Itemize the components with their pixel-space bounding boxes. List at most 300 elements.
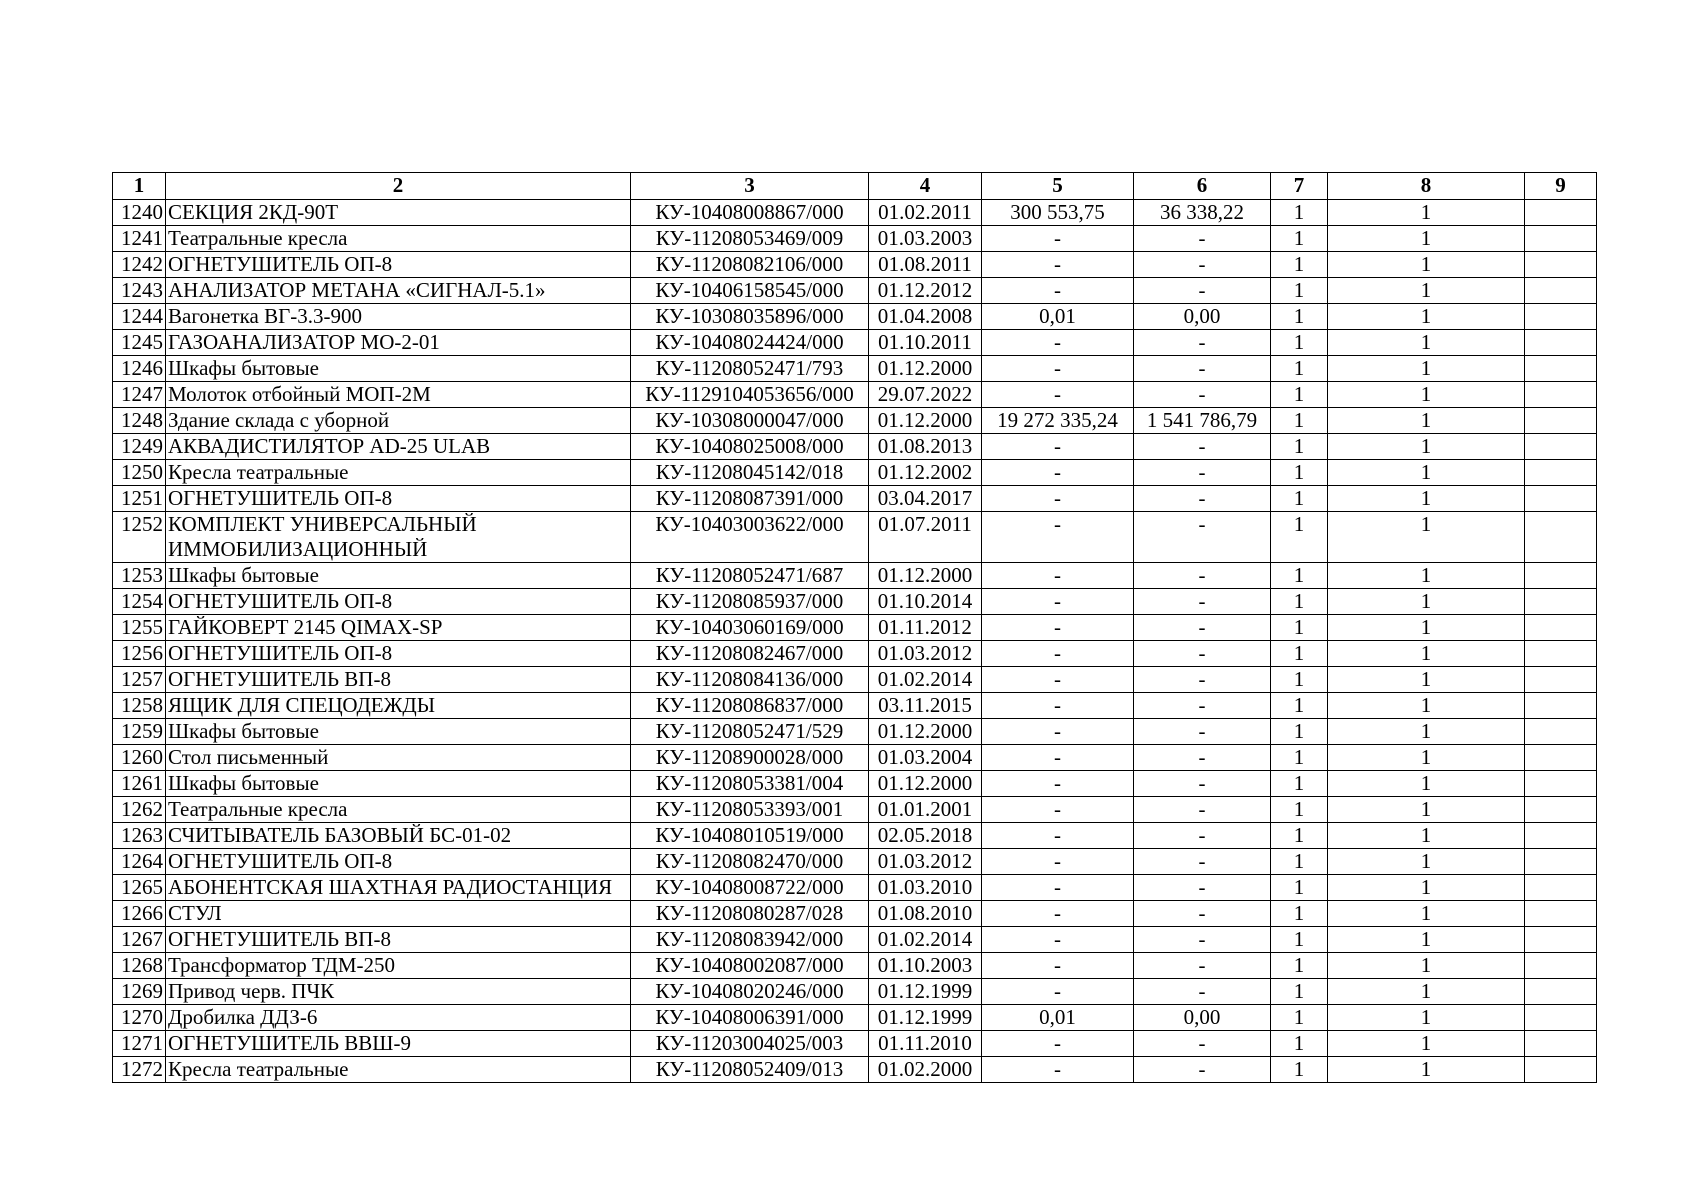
item-name-cell: Здание склада с уборной: [166, 408, 631, 434]
value-col8-cell: 1: [1328, 200, 1525, 226]
item-name-cell: ОГНЕТУШИТЕЛЬ ОП-8: [166, 589, 631, 615]
value-col7-cell: 1: [1271, 408, 1328, 434]
value-col5-cell: -: [982, 356, 1134, 382]
date-cell: 01.12.1999: [869, 979, 982, 1005]
value-col8-cell: 1: [1328, 486, 1525, 512]
value-col6-cell: -: [1134, 434, 1271, 460]
value-col7-cell: 1: [1271, 486, 1328, 512]
inventory-number-cell: КУ-10408025008/000: [631, 434, 869, 460]
value-col6-cell: 0,00: [1134, 304, 1271, 330]
value-col8-cell: 1: [1328, 693, 1525, 719]
value-col8-cell: 1: [1328, 823, 1525, 849]
value-col6-cell: -: [1134, 927, 1271, 953]
row-number-cell: 1246: [113, 356, 166, 382]
value-col6-cell: -: [1134, 226, 1271, 252]
date-cell: 01.03.2012: [869, 849, 982, 875]
item-name-cell: Кресла театральные: [166, 460, 631, 486]
row-number-cell: 1241: [113, 226, 166, 252]
date-cell: 01.03.2012: [869, 641, 982, 667]
date-cell: 01.12.2012: [869, 278, 982, 304]
row-number-cell: 1267: [113, 927, 166, 953]
value-col9-cell: [1525, 563, 1597, 589]
value-col8-cell: 1: [1328, 356, 1525, 382]
row-number-cell: 1250: [113, 460, 166, 486]
inventory-number-cell: КУ-10308035896/000: [631, 304, 869, 330]
table-header: [113, 173, 1597, 200]
column-header-8: 8: [1328, 173, 1525, 200]
value-col9-cell: [1525, 1057, 1597, 1083]
value-col8-cell: 1: [1328, 797, 1525, 823]
value-col9-cell: [1525, 719, 1597, 745]
table-row: [113, 745, 1597, 771]
column-header-1: 1: [113, 173, 166, 200]
row-number-cell: 1251: [113, 486, 166, 512]
value-col5-cell: -: [982, 252, 1134, 278]
inventory-number-cell: КУ-10408008867/000: [631, 200, 869, 226]
value-col7-cell: 1: [1271, 797, 1328, 823]
value-col7-cell: 1: [1271, 667, 1328, 693]
item-name-cell: ОГНЕТУШИТЕЛЬ ОП-8: [166, 486, 631, 512]
value-col8-cell: 1: [1328, 641, 1525, 667]
value-col6-cell: -: [1134, 641, 1271, 667]
value-col6-cell: -: [1134, 563, 1271, 589]
value-col5-cell: -: [982, 512, 1134, 563]
table-row: [113, 330, 1597, 356]
inventory-number-cell: КУ-11208052471/687: [631, 563, 869, 589]
value-col5-cell: -: [982, 901, 1134, 927]
row-number-cell: 1247: [113, 382, 166, 408]
table-row: [113, 512, 1597, 563]
value-col9-cell: [1525, 849, 1597, 875]
value-col9-cell: [1525, 434, 1597, 460]
value-col9-cell: [1525, 512, 1597, 563]
value-col9-cell: [1525, 278, 1597, 304]
table-row: [113, 797, 1597, 823]
value-col6-cell: -: [1134, 719, 1271, 745]
inventory-number-cell: КУ-11208900028/000: [631, 745, 869, 771]
value-col8-cell: 1: [1328, 901, 1525, 927]
value-col7-cell: 1: [1271, 356, 1328, 382]
value-col9-cell: [1525, 356, 1597, 382]
table-row: [113, 667, 1597, 693]
value-col5-cell: -: [982, 615, 1134, 641]
value-col8-cell: 1: [1328, 460, 1525, 486]
value-col7-cell: 1: [1271, 771, 1328, 797]
value-col7-cell: 1: [1271, 875, 1328, 901]
value-col5-cell: -: [982, 797, 1134, 823]
row-number-cell: 1257: [113, 667, 166, 693]
date-cell: 01.11.2010: [869, 1031, 982, 1057]
date-cell: 29.07.2022: [869, 382, 982, 408]
inventory-number-cell: КУ-11208085937/000: [631, 589, 869, 615]
table-row: [113, 589, 1597, 615]
inventory-number-cell: КУ-11208087391/000: [631, 486, 869, 512]
value-col8-cell: 1: [1328, 615, 1525, 641]
item-name-cell: АБОНЕНТСКАЯ ШАХТНАЯ РАДИОСТАНЦИЯ: [166, 875, 631, 901]
item-name-cell: АКВАДИСТИЛЯТОР AD-25 ULAB: [166, 434, 631, 460]
value-col6-cell: -: [1134, 849, 1271, 875]
table-row: [113, 434, 1597, 460]
value-col6-cell: -: [1134, 797, 1271, 823]
row-number-cell: 1252: [113, 512, 166, 563]
value-col8-cell: 1: [1328, 1031, 1525, 1057]
value-col8-cell: 1: [1328, 382, 1525, 408]
column-header-6: 6: [1134, 173, 1271, 200]
row-number-cell: 1240: [113, 200, 166, 226]
value-col6-cell: -: [1134, 615, 1271, 641]
value-col7-cell: 1: [1271, 901, 1328, 927]
value-col9-cell: [1525, 771, 1597, 797]
value-col6-cell: -: [1134, 901, 1271, 927]
item-name-cell: ЯЩИК ДЛЯ СПЕЦОДЕЖДЫ: [166, 693, 631, 719]
value-col5-cell: 300 553,75: [982, 200, 1134, 226]
table-row: [113, 408, 1597, 434]
value-col6-cell: -: [1134, 1057, 1271, 1083]
row-number-cell: 1248: [113, 408, 166, 434]
value-col6-cell: 36 338,22: [1134, 200, 1271, 226]
table-row: [113, 1031, 1597, 1057]
item-name-cell: ОГНЕТУШИТЕЛЬ ВВШ-9: [166, 1031, 631, 1057]
value-col7-cell: 1: [1271, 927, 1328, 953]
value-col6-cell: -: [1134, 875, 1271, 901]
table-row: [113, 641, 1597, 667]
value-col6-cell: -: [1134, 589, 1271, 615]
table-row: [113, 200, 1597, 226]
inventory-number-cell: КУ-10408008722/000: [631, 875, 869, 901]
value-col6-cell: -: [1134, 693, 1271, 719]
inventory-number-cell: КУ-10408006391/000: [631, 1005, 869, 1031]
item-name-cell: Привод черв. ПЧК: [166, 979, 631, 1005]
inventory-number-cell: КУ-1129104053656/000: [631, 382, 869, 408]
value-col8-cell: 1: [1328, 719, 1525, 745]
column-header-3: 3: [631, 173, 869, 200]
date-cell: 01.10.2014: [869, 589, 982, 615]
value-col8-cell: 1: [1328, 304, 1525, 330]
value-col6-cell: -: [1134, 278, 1271, 304]
row-number-cell: 1256: [113, 641, 166, 667]
row-number-cell: 1258: [113, 693, 166, 719]
row-number-cell: 1259: [113, 719, 166, 745]
inventory-number-cell: КУ-11208053393/001: [631, 797, 869, 823]
value-col9-cell: [1525, 823, 1597, 849]
inventory-number-cell: КУ-10408010519/000: [631, 823, 869, 849]
value-col5-cell: -: [982, 875, 1134, 901]
row-number-cell: 1265: [113, 875, 166, 901]
value-col5-cell: -: [982, 667, 1134, 693]
value-col5-cell: 0,01: [982, 304, 1134, 330]
item-name-cell: Вагонетка ВГ-3.3-900: [166, 304, 631, 330]
value-col5-cell: -: [982, 823, 1134, 849]
date-cell: 03.04.2017: [869, 486, 982, 512]
value-col5-cell: -: [982, 693, 1134, 719]
value-col8-cell: 1: [1328, 745, 1525, 771]
table-row: [113, 719, 1597, 745]
value-col9-cell: [1525, 1005, 1597, 1031]
value-col8-cell: 1: [1328, 927, 1525, 953]
date-cell: 01.11.2012: [869, 615, 982, 641]
date-cell: 01.12.2000: [869, 408, 982, 434]
inventory-number-cell: КУ-11208052471/793: [631, 356, 869, 382]
value-col6-cell: -: [1134, 330, 1271, 356]
value-col6-cell: -: [1134, 460, 1271, 486]
date-cell: 01.12.2000: [869, 771, 982, 797]
item-name-cell: КОМПЛЕКТ УНИВЕРСАЛЬНЫЙ ИММОБИЛИЗАЦИОННЫЙ: [166, 512, 631, 563]
value-col9-cell: [1525, 641, 1597, 667]
value-col5-cell: -: [982, 589, 1134, 615]
table-row: [113, 615, 1597, 641]
value-col9-cell: [1525, 693, 1597, 719]
value-col7-cell: 1: [1271, 745, 1328, 771]
table-row: [113, 486, 1597, 512]
value-col5-cell: 0,01: [982, 1005, 1134, 1031]
value-col9-cell: [1525, 901, 1597, 927]
value-col8-cell: 1: [1328, 875, 1525, 901]
value-col5-cell: -: [982, 849, 1134, 875]
table-row: [113, 927, 1597, 953]
value-col7-cell: 1: [1271, 615, 1328, 641]
value-col5-cell: 19 272 335,24: [982, 408, 1134, 434]
column-header-7: 7: [1271, 173, 1328, 200]
value-col8-cell: 1: [1328, 953, 1525, 979]
value-col6-cell: 0,00: [1134, 1005, 1271, 1031]
column-header-4: 4: [869, 173, 982, 200]
value-col5-cell: -: [982, 486, 1134, 512]
date-cell: 01.10.2011: [869, 330, 982, 356]
table-body: [113, 200, 1597, 1083]
value-col6-cell: -: [1134, 252, 1271, 278]
date-cell: 01.03.2003: [869, 226, 982, 252]
value-col7-cell: 1: [1271, 512, 1328, 563]
date-cell: 01.03.2010: [869, 875, 982, 901]
inventory-number-cell: КУ-11208084136/000: [631, 667, 869, 693]
row-number-cell: 1243: [113, 278, 166, 304]
date-cell: 01.12.2000: [869, 356, 982, 382]
value-col7-cell: 1: [1271, 641, 1328, 667]
column-header-5: 5: [982, 173, 1134, 200]
value-col8-cell: 1: [1328, 979, 1525, 1005]
date-cell: 01.12.2000: [869, 719, 982, 745]
value-col7-cell: 1: [1271, 330, 1328, 356]
inventory-number-cell: КУ-10408002087/000: [631, 953, 869, 979]
value-col7-cell: 1: [1271, 1057, 1328, 1083]
inventory-number-cell: КУ-10403060169/000: [631, 615, 869, 641]
inventory-table: [112, 172, 1597, 1083]
header-row: [113, 173, 1597, 200]
value-col9-cell: [1525, 1031, 1597, 1057]
inventory-number-cell: КУ-11203004025/003: [631, 1031, 869, 1057]
value-col9-cell: [1525, 979, 1597, 1005]
inventory-number-cell: КУ-11208082470/000: [631, 849, 869, 875]
value-col7-cell: 1: [1271, 719, 1328, 745]
table-row: [113, 875, 1597, 901]
item-name-cell: Стол письменный: [166, 745, 631, 771]
value-col7-cell: 1: [1271, 563, 1328, 589]
value-col7-cell: 1: [1271, 979, 1328, 1005]
value-col5-cell: -: [982, 330, 1134, 356]
inventory-number-cell: КУ-11208045142/018: [631, 460, 869, 486]
value-col9-cell: [1525, 460, 1597, 486]
value-col6-cell: 1 541 786,79: [1134, 408, 1271, 434]
inventory-number-cell: КУ-11208083942/000: [631, 927, 869, 953]
date-cell: 01.01.2001: [869, 797, 982, 823]
value-col9-cell: [1525, 304, 1597, 330]
value-col7-cell: 1: [1271, 1031, 1328, 1057]
row-number-cell: 1263: [113, 823, 166, 849]
inventory-number-cell: КУ-10408024424/000: [631, 330, 869, 356]
value-col5-cell: -: [982, 460, 1134, 486]
value-col5-cell: -: [982, 382, 1134, 408]
row-number-cell: 1269: [113, 979, 166, 1005]
value-col8-cell: 1: [1328, 771, 1525, 797]
value-col5-cell: -: [982, 953, 1134, 979]
date-cell: 01.03.2004: [869, 745, 982, 771]
row-number-cell: 1262: [113, 797, 166, 823]
value-col5-cell: -: [982, 226, 1134, 252]
value-col9-cell: [1525, 589, 1597, 615]
value-col9-cell: [1525, 615, 1597, 641]
value-col5-cell: -: [982, 771, 1134, 797]
inventory-number-cell: КУ-11208053381/004: [631, 771, 869, 797]
item-name-cell: АНАЛИЗАТОР МЕТАНА «СИГНАЛ-5.1»: [166, 278, 631, 304]
table-row: [113, 979, 1597, 1005]
date-cell: 01.02.2014: [869, 927, 982, 953]
table-row: [113, 278, 1597, 304]
value-col7-cell: 1: [1271, 460, 1328, 486]
value-col7-cell: 1: [1271, 226, 1328, 252]
item-name-cell: ОГНЕТУШИТЕЛЬ ОП-8: [166, 641, 631, 667]
value-col7-cell: 1: [1271, 252, 1328, 278]
value-col7-cell: 1: [1271, 823, 1328, 849]
value-col9-cell: [1525, 252, 1597, 278]
table-row: [113, 1057, 1597, 1083]
value-col6-cell: -: [1134, 486, 1271, 512]
value-col7-cell: 1: [1271, 693, 1328, 719]
row-number-cell: 1249: [113, 434, 166, 460]
item-name-cell: Шкафы бытовые: [166, 356, 631, 382]
item-name-cell: СТУЛ: [166, 901, 631, 927]
row-number-cell: 1266: [113, 901, 166, 927]
date-cell: 01.12.2002: [869, 460, 982, 486]
value-col8-cell: 1: [1328, 1005, 1525, 1031]
value-col5-cell: -: [982, 719, 1134, 745]
table-row: [113, 304, 1597, 330]
inventory-number-cell: КУ-10406158545/000: [631, 278, 869, 304]
date-cell: 02.05.2018: [869, 823, 982, 849]
value-col6-cell: -: [1134, 356, 1271, 382]
value-col5-cell: -: [982, 927, 1134, 953]
value-col7-cell: 1: [1271, 434, 1328, 460]
value-col9-cell: [1525, 953, 1597, 979]
value-col7-cell: 1: [1271, 849, 1328, 875]
table-row: [113, 901, 1597, 927]
value-col6-cell: -: [1134, 771, 1271, 797]
column-header-2: 2: [166, 173, 631, 200]
value-col8-cell: 1: [1328, 330, 1525, 356]
inventory-number-cell: КУ-11208082467/000: [631, 641, 869, 667]
value-col6-cell: -: [1134, 745, 1271, 771]
item-name-cell: ГАЗОАНАЛИЗАТОР МО-2-01: [166, 330, 631, 356]
value-col9-cell: [1525, 797, 1597, 823]
row-number-cell: 1255: [113, 615, 166, 641]
column-header-9: 9: [1525, 173, 1597, 200]
value-col5-cell: -: [982, 1057, 1134, 1083]
inventory-number-cell: КУ-11208086837/000: [631, 693, 869, 719]
item-name-cell: Молоток отбойный МОП-2М: [166, 382, 631, 408]
table-row: [113, 823, 1597, 849]
item-name-cell: Театральные кресла: [166, 797, 631, 823]
inventory-number-cell: КУ-11208052471/529: [631, 719, 869, 745]
item-name-cell: ОГНЕТУШИТЕЛЬ ВП-8: [166, 667, 631, 693]
item-name-cell: ОГНЕТУШИТЕЛЬ ОП-8: [166, 252, 631, 278]
value-col9-cell: [1525, 486, 1597, 512]
date-cell: 03.11.2015: [869, 693, 982, 719]
value-col5-cell: -: [982, 278, 1134, 304]
date-cell: 01.02.2000: [869, 1057, 982, 1083]
value-col9-cell: [1525, 226, 1597, 252]
table-row: [113, 252, 1597, 278]
table-row: [113, 226, 1597, 252]
date-cell: 01.08.2013: [869, 434, 982, 460]
item-name-cell: Шкафы бытовые: [166, 563, 631, 589]
inventory-number-cell: КУ-11208082106/000: [631, 252, 869, 278]
date-cell: 01.08.2010: [869, 901, 982, 927]
value-col9-cell: [1525, 875, 1597, 901]
value-col7-cell: 1: [1271, 382, 1328, 408]
date-cell: 01.07.2011: [869, 512, 982, 563]
value-col9-cell: [1525, 330, 1597, 356]
inventory-number-cell: КУ-11208053469/009: [631, 226, 869, 252]
item-name-cell: Шкафы бытовые: [166, 771, 631, 797]
value-col7-cell: 1: [1271, 304, 1328, 330]
value-col7-cell: 1: [1271, 278, 1328, 304]
value-col8-cell: 1: [1328, 1057, 1525, 1083]
date-cell: 01.02.2011: [869, 200, 982, 226]
table-row: [113, 1005, 1597, 1031]
date-cell: 01.08.2011: [869, 252, 982, 278]
value-col9-cell: [1525, 927, 1597, 953]
value-col8-cell: 1: [1328, 434, 1525, 460]
value-col9-cell: [1525, 408, 1597, 434]
item-name-cell: Театральные кресла: [166, 226, 631, 252]
row-number-cell: 1242: [113, 252, 166, 278]
value-col5-cell: -: [982, 641, 1134, 667]
value-col8-cell: 1: [1328, 667, 1525, 693]
value-col6-cell: -: [1134, 979, 1271, 1005]
value-col6-cell: -: [1134, 512, 1271, 563]
value-col6-cell: -: [1134, 953, 1271, 979]
row-number-cell: 1253: [113, 563, 166, 589]
value-col9-cell: [1525, 382, 1597, 408]
row-number-cell: 1268: [113, 953, 166, 979]
item-name-cell: Шкафы бытовые: [166, 719, 631, 745]
table-row: [113, 953, 1597, 979]
row-number-cell: 1254: [113, 589, 166, 615]
value-col5-cell: -: [982, 979, 1134, 1005]
row-number-cell: 1271: [113, 1031, 166, 1057]
value-col6-cell: -: [1134, 667, 1271, 693]
row-number-cell: 1264: [113, 849, 166, 875]
value-col5-cell: -: [982, 434, 1134, 460]
date-cell: 01.04.2008: [869, 304, 982, 330]
table-row: [113, 693, 1597, 719]
value-col5-cell: -: [982, 1031, 1134, 1057]
row-number-cell: 1270: [113, 1005, 166, 1031]
value-col8-cell: 1: [1328, 408, 1525, 434]
value-col9-cell: [1525, 667, 1597, 693]
table-row: [113, 771, 1597, 797]
date-cell: 01.10.2003: [869, 953, 982, 979]
item-name-cell: Дробилка ДДЗ-6: [166, 1005, 631, 1031]
